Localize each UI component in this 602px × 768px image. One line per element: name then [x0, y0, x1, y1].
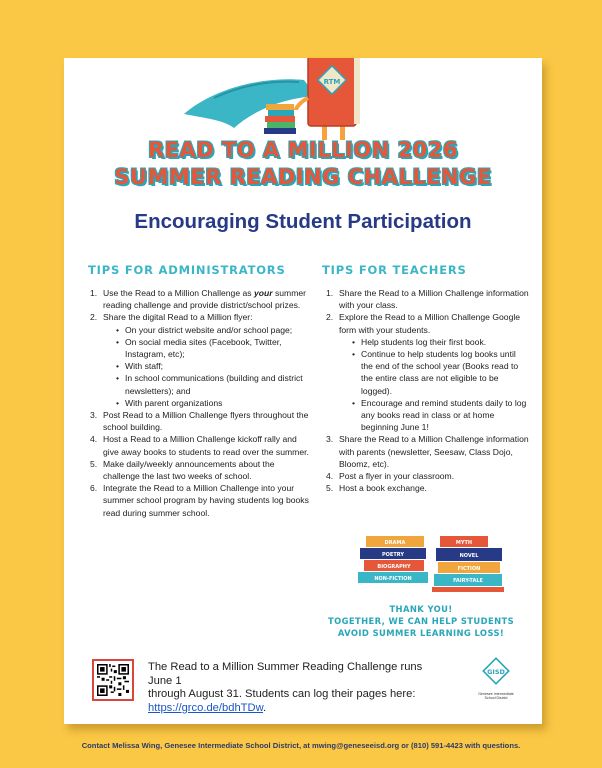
teachers-tips — [326, 287, 530, 494]
district-logo — [474, 656, 518, 701]
flyer-page — [64, 58, 542, 724]
sub-list-item: • On your district website and/or school page; — [103, 324, 312, 336]
contact-line: Contact Melissa Wing, Genesee Intermediate School District, at mwing@geneseeisd.org or (810) 591-4423 with questions. — [81, 741, 521, 750]
list-item: 3. Post Read to a Million Challenge flyers throughout the school building. — [90, 410, 309, 433]
list-item: 4. Host a Read to a Million Challenge kickoff rally and give away books to students to read over the summer. — [90, 434, 309, 457]
sub-list-item: • Continue to help students log books until the end of the school year (Books read to the entire class are not eligible to be logged). — [339, 348, 530, 397]
list-item: 2. Explore the Read to a Million Challenge Google form with your students. • Help students log their first book. • Continue to help students log books until the end of the school year (Books read to the entire class are not eligible to be logged). • Encourage and remind students daily to log any books read in class or at home beginning June 1! — [326, 311, 530, 433]
book-spine-label: FICTION — [457, 566, 481, 572]
book-spine-label: POETRY — [382, 552, 404, 558]
district-logo-icon — [481, 656, 511, 686]
sub-list-item: • With parent organizations — [103, 397, 312, 409]
list-item: 5. Make daily/weekly announcements about the challenge the last two weeks of school. — [90, 458, 275, 482]
list-item: 1. Use the Read to a Million Challenge as your summer reading challenge and provide district/school prizes. — [90, 288, 307, 311]
list-item: 6. Integrate the Read to a Million Challenge into your summer school program by having students log books read during summer school. — [90, 483, 309, 518]
banner-title-line2: SUMMER READING CHALLENGE — [114, 165, 492, 189]
qr-code[interactable] — [92, 659, 134, 701]
sub-list-item: • Help students log their first book. — [339, 336, 530, 348]
book-spine-label: FAIRY-TALE — [453, 578, 483, 584]
book-spine-label: NOVEL — [459, 553, 479, 559]
logo-caption: Genesee Intermediate School District — [478, 692, 514, 701]
administrators-section-title: TIPS FOR ADMINISTRATORS — [88, 263, 286, 277]
list-item: 1. Share the Read to a Million Challenge information with your class. — [326, 288, 529, 311]
page-heading: Encouraging Student Participation — [134, 210, 472, 233]
list-item: 3. Share the Read to a Million Challenge information with parents (newsletter, Seesaw, Class Dojo, Bloomz, etc). — [326, 434, 529, 469]
sub-list-item: • On social media sites (Facebook, Twitter, Instagram, etc); — [103, 336, 312, 360]
mascot-badge-text: RTM — [323, 78, 341, 86]
challenge-dates-text: The Read to a Million Summer Reading Challenge runs June 1 through August 31. Students can log their pages here: https://grco.de/bdhTDw. — [148, 661, 423, 714]
administrators-tips — [90, 287, 312, 519]
sub-list-item: • With staff; — [103, 360, 312, 372]
banner-title-line1: READ TO A MILLION 2026 — [147, 138, 459, 162]
list-item: 2. Share the digital Read to a Million flyer: • On your district website and/or school page; • On social media sites (Facebook, Twitter, Instagram, etc); • With staff; • In school communications (building and district newsletters); and • With parent organizations — [90, 311, 312, 409]
qr-code-icon — [97, 664, 129, 696]
book-spine-label: MYTH — [455, 540, 473, 546]
list-item: 4. Post a flyer in your classroom. — [326, 471, 455, 482]
list-item: 5. Host a book exchange. — [326, 483, 427, 494]
log-pages-link[interactable]: https://grco.de/bdhTDw — [148, 701, 264, 714]
book-spine-label: BIOGRAPHY — [377, 564, 411, 570]
sub-list-item: • In school communications (building and district newsletters); and — [103, 372, 312, 396]
logo-badge-text: GISD — [487, 668, 505, 676]
book-spine-label: NON-FICTION — [374, 576, 412, 582]
teachers-section-title: TIPS FOR TEACHERS — [322, 263, 467, 277]
sub-list-item: • Encourage and remind students daily to log any books read in class or at home beginning June 1! — [339, 397, 530, 434]
book-stacks-illustration — [358, 532, 514, 598]
thank-you-message: THANK YOU! TOGETHER, WE CAN HELP STUDENTS AVOID SUMMER LEARNING LOSS! — [327, 604, 515, 638]
book-spine-label: DRAMA — [384, 540, 406, 546]
